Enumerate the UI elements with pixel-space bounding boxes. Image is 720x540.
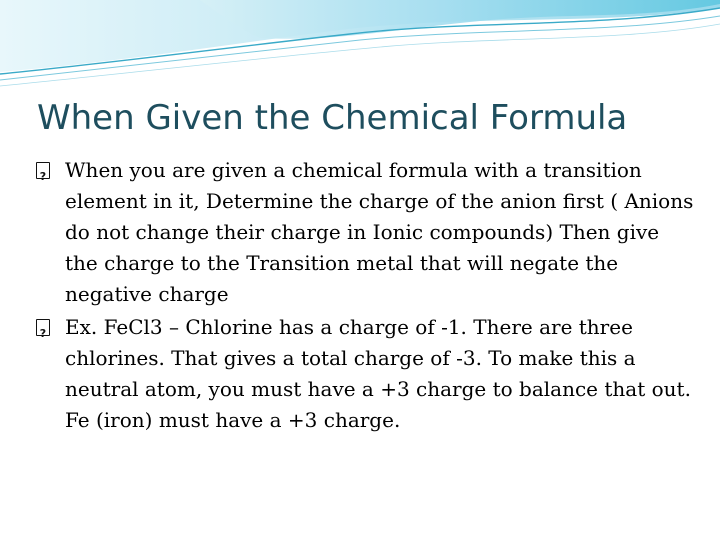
bullet-item: [36, 155, 696, 310]
bullet-list: [36, 155, 696, 438]
bullet-marker-icon: [36, 319, 50, 336]
bullet-text: Ex. FeCl3 – Chlorine has a charge of -1. There are three chlorines. That gives a total charge of -3. To make this a neutral atom, you must have a +3 charge to balance that out. Fe (iron) must have a +3 charge.: [65, 315, 691, 432]
slide-title: When Given the Chemical Formula: [37, 98, 628, 138]
header-wave-decoration: [0, 0, 720, 90]
bullet-item: [36, 312, 696, 436]
bullet-text: When you are given a chemical formula with a transition element in it, Determine the charge of the anion first ( Anions do not change their charge in Ionic compounds) Then give the charge to the Transition metal that will negate the negative charge: [65, 158, 694, 306]
bullet-marker-icon: [36, 162, 50, 179]
